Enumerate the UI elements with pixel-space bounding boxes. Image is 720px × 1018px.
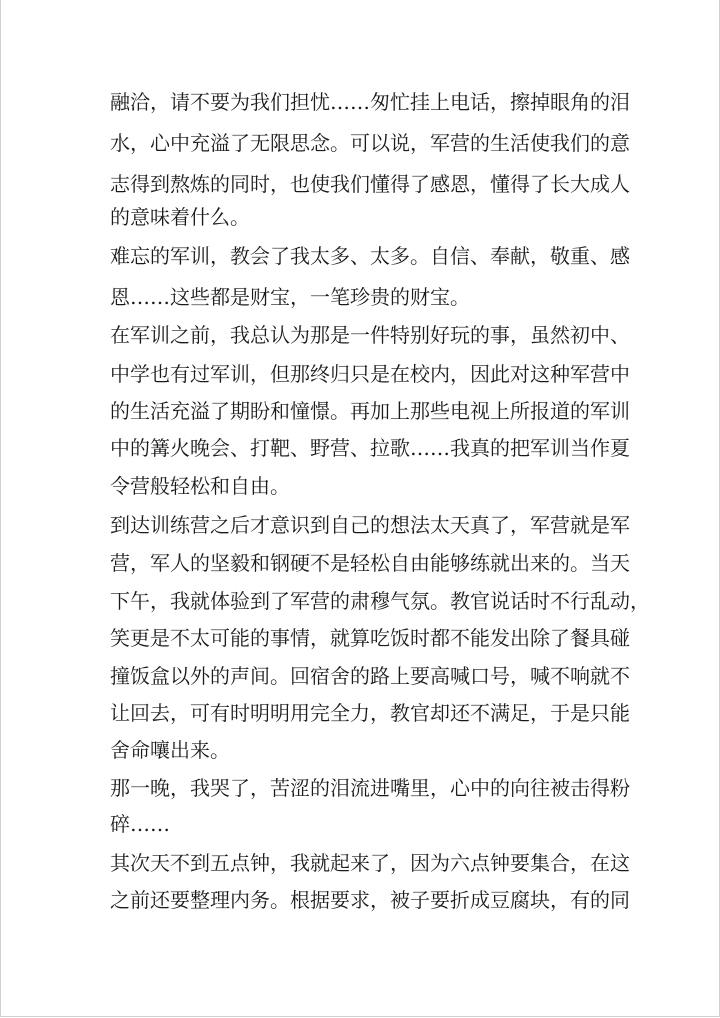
- text-line: 舍命嚷出来。: [110, 738, 230, 762]
- text-line: 之前还要整理内务。根据要求，被子要折成豆腐块，有的同: [110, 888, 630, 912]
- text-line: 在军训之前，我总认为那是一件特别好玩的事，虽然初中、: [110, 323, 630, 347]
- text-line: 让回去，可有时明明用完全力，教官却还不满足，于是只能: [110, 701, 630, 725]
- text-line: 其次天不到五点钟，我就起来了，因为六点钟要集合，在这: [110, 851, 630, 875]
- text-line: 难忘的军训，教会了我太多、太多。自信、奉献，敬重、感: [110, 244, 630, 268]
- text-line: 撞饭盒以外的声间。回宿舍的路上要高喊口号，喊不响就不: [110, 664, 630, 688]
- text-line: 那一晚，我哭了，苦涩的泪流进嘴里，心中的向往被击得粉: [110, 776, 630, 800]
- text-line: 的生活充溢了期盼和憧憬。再加上那些电视上所报道的军训: [110, 399, 630, 423]
- text-line: 志得到熬炼的同时，也使我们懂得了感恩，懂得了长大成人: [110, 172, 630, 196]
- text-line: 的意味着什么。: [110, 205, 250, 229]
- text-line: 笑更是不太可能的事情，就算吃饭时都不能发出除了餐具碰: [110, 626, 630, 650]
- text-line: 水，心中充溢了无限思念。可以说，军营的生活使我们的意: [110, 131, 630, 155]
- text-line: 到达训练营之后才意识到自己的想法太天真了，军营就是军: [110, 513, 630, 537]
- text-line: 恩……这些都是财宝，一笔珍贵的财宝。: [110, 285, 470, 309]
- text-line: 营，军人的坚毅和钢硬不是轻松自由能够练就出来的。当天: [110, 551, 630, 575]
- text-line: 碎……: [110, 812, 170, 836]
- text-line: 中学也有过军训，但那终归只是在校内，因此对这种军营中: [110, 362, 630, 386]
- text-line: 令营般轻松和自由。: [110, 474, 290, 498]
- text-line: 中的篝火晚会、打靶、野营、拉歌……我真的把军训当作夏: [110, 436, 630, 460]
- text-line: 融洽，请不要为我们担忧……匆忙挂上电话，擦掉眼角的泪: [110, 90, 630, 114]
- text-line: 下午，我就体验到了军营的肃穆气氛。教官说话时不行乱动，: [110, 589, 650, 613]
